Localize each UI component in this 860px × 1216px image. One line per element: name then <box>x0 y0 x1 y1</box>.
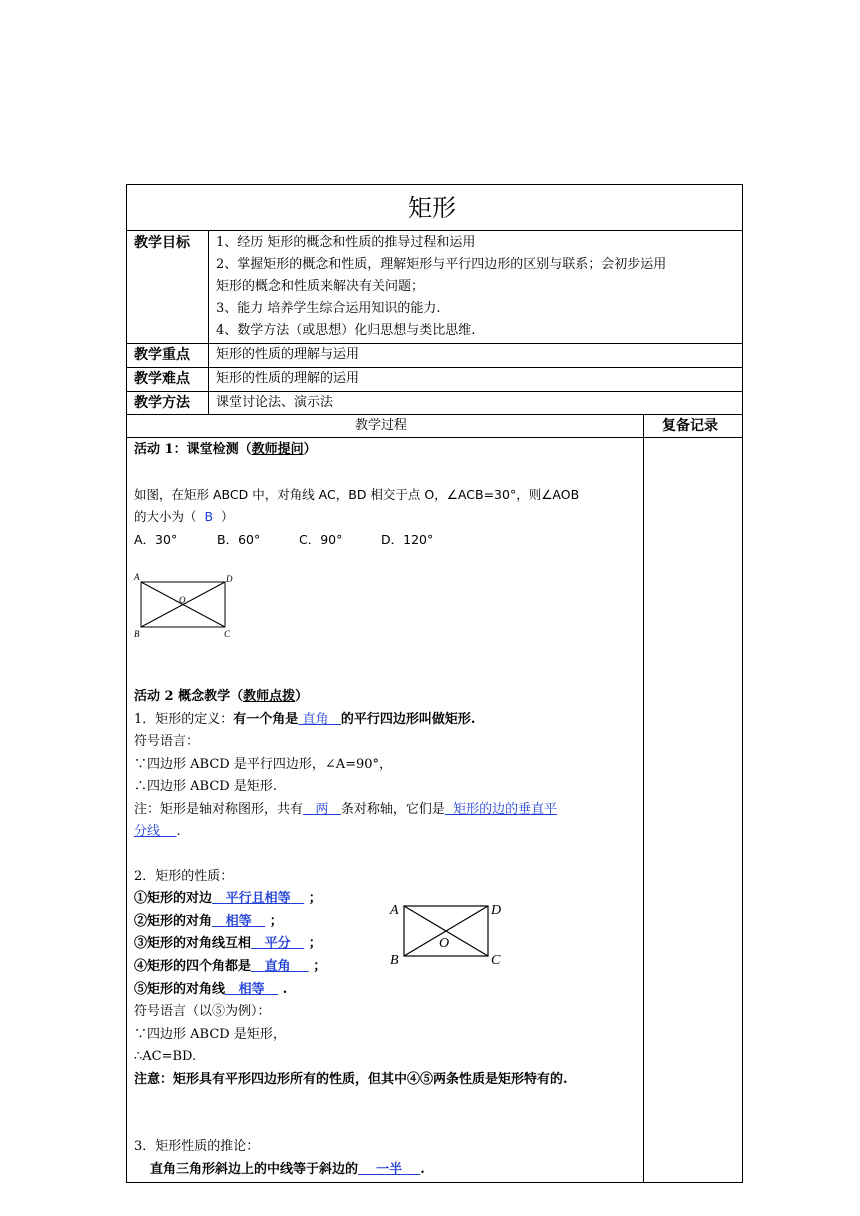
properties-title: 2．矩形的性质： <box>134 869 234 884</box>
key-point-value: 矩形的性质的理解与运用 <box>216 347 360 362</box>
table-right-border <box>742 184 743 1183</box>
objective-line: 3、能力 培养学生综合运用知识的能力. <box>216 301 441 316</box>
activity1-option: B．60° <box>217 532 261 547</box>
objective-line: 1、经历 矩形的概念和性质的推导过程和运用 <box>216 235 476 250</box>
symmetry-note-cont: 分线 . <box>134 824 181 839</box>
definition-line: 1．矩形的定义：有一个角是 直角 的平行四边形叫做矩形. <box>134 712 476 727</box>
attention-note: 注意：矩形具有平形四边形所有的性质，但其中④⑤两条性质是矩形特有的. <box>134 1072 568 1087</box>
page-title: 矩形 <box>408 194 456 222</box>
definition-blank: 直角 <box>302 712 329 727</box>
table-border <box>126 391 743 392</box>
objectives-label: 教学目标 <box>134 235 190 251</box>
symmetry-note: 注：矩形是轴对称图形，共有 两 条对称轴，它们是 矩形的边的垂直平 <box>134 802 558 817</box>
property-item: ①矩形的对边 平行且相等 ； <box>134 891 322 906</box>
corollary-line: 直角三角形斜边上的中线等于斜边的 一半 . <box>150 1162 425 1177</box>
rectangle-figure-small <box>132 572 242 642</box>
figure-label-c: C <box>491 953 501 968</box>
objective-line: 矩形的概念和性质来解决有关问题； <box>216 279 425 294</box>
activity1-option: A．30° <box>134 532 178 547</box>
because-line: ∵四边形 ABCD 是平行四边形，∠A=90°， <box>134 757 393 772</box>
notes-column-border <box>643 414 644 1183</box>
figure-label-o: O <box>179 595 186 605</box>
symbol-language-label-2: 符号语言（以⑤为例）： <box>134 1004 271 1019</box>
figure-label-d: D <box>491 903 502 918</box>
activity2-heading: 活动 2 概念教学（教师点拨） <box>134 689 309 704</box>
table-border <box>126 367 743 368</box>
figure-label-d: D <box>226 574 233 584</box>
property-item: ②矩形的对角 相等 ； <box>134 914 283 929</box>
key-point-label: 教学重点 <box>134 347 190 363</box>
activity1-question-line2: 的大小为（ B ） <box>134 509 234 524</box>
because-line-2: ∵四边形 ABCD 是矩形， <box>134 1027 286 1042</box>
property-item: ③矩形的对角线互相 平分 ； <box>134 936 322 951</box>
figure-label-o: O <box>439 936 450 951</box>
table-top-border <box>126 184 743 185</box>
figure-label-a: A <box>390 903 399 918</box>
corollary-title: 3．矩形性质的推论： <box>134 1139 260 1154</box>
property-item: ⑤矩形的对角线 相等 . <box>134 982 288 997</box>
objective-line: 2、掌握矩形的概念和性质，理解矩形与平行四边形的区别与联系；会初步运用 <box>216 257 667 272</box>
process-header: 教学过程 <box>355 418 408 433</box>
difficulty-label: 教学难点 <box>134 371 190 387</box>
figure-label-b: B <box>134 629 140 639</box>
figure-label-a: A <box>134 572 140 582</box>
method-label: 教学方法 <box>134 395 190 411</box>
activity1-option: C．90° <box>299 532 343 547</box>
table-bottom-border <box>126 1182 743 1183</box>
objective-line: 4、数学方法（或思想）化归思想与类比思维. <box>216 323 476 338</box>
property-item: ④矩形的四个角都是 直角 ； <box>134 959 327 974</box>
activity1-answer: B <box>204 509 214 524</box>
table-left-border <box>126 184 127 1183</box>
therefore-line: ∴四边形 ABCD 是矩形. <box>134 779 277 794</box>
difficulty-value: 矩形的性质的理解的运用 <box>216 371 360 386</box>
table-border <box>126 230 743 231</box>
table-border <box>126 343 743 344</box>
activity1-option: D．120° <box>381 532 434 547</box>
symbol-language-label: 符号语言： <box>134 734 200 749</box>
activity1-heading: 活动 1：课堂检测（教师提问） <box>134 442 317 457</box>
therefore-line-2: ∴AC=BD. <box>134 1049 197 1064</box>
notes-header: 复备记录 <box>662 418 718 434</box>
figure-label-b: B <box>390 953 399 968</box>
activity1-question-line1: 如图，在矩形 ABCD 中，对角线 AC，BD 相交于点 O，∠ACB=30°，则∠AOB <box>134 487 580 502</box>
table-border <box>126 437 743 438</box>
rectangle-figure-large <box>388 896 508 970</box>
figure-label-c: C <box>224 629 231 639</box>
label-column-border <box>208 230 209 414</box>
table-border <box>126 414 743 415</box>
method-value: 课堂讨论法、演示法 <box>216 395 334 410</box>
